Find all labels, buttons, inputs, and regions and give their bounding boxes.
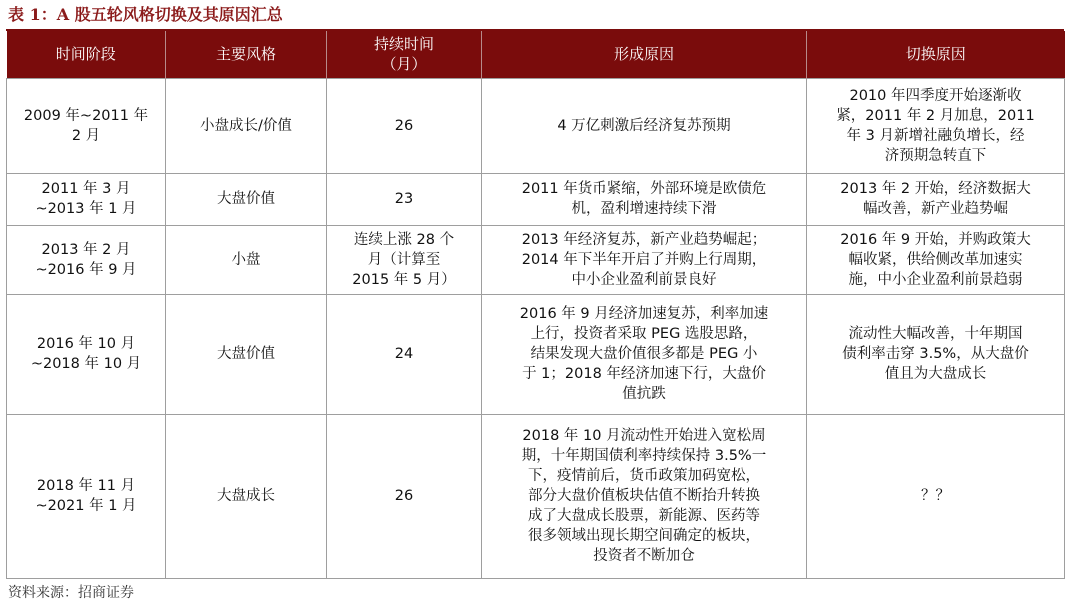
- cell-formation: 2016 年 9 月经济加速复苏，利率加速 上行，投资者采取 PEG 选股思路， 结果发现大盘价值很多都是 PEG 小 于 1；2018 年经济加速下行，大盘价 值抗跌: [482, 294, 807, 414]
- cell-switch: 2016 年 9 开始，并购政策大 幅收紧，供给侧改革加速实 施，中小企业盈利前景趋弱: [807, 225, 1065, 294]
- header-duration: 持续时间 （月）: [327, 31, 482, 78]
- cell-duration: 24: [327, 294, 482, 414]
- header-formation: 形成原因: [482, 31, 807, 78]
- cell-duration: 连续上涨 28 个 月（计算至 2015 年 5 月）: [327, 225, 482, 294]
- cell-switch: 流动性大幅改善，十年期国 债利率击穿 3.5%，从大盘价 值且为大盘成长: [807, 294, 1065, 414]
- cell-switch: 2013 年 2 开始，经济数据大 幅改善，新产业趋势崛: [807, 173, 1065, 225]
- table-row: [7, 173, 1065, 225]
- cell-formation: 2013 年经济复苏，新产业趋势崛起； 2014 年下半年开启了并购上行周期， 中小企业盈利前景良好: [482, 225, 807, 294]
- source-note: 资料来源：招商证券: [8, 585, 134, 601]
- cell-style: 大盘价值: [166, 294, 327, 414]
- cell-style: 大盘成长: [166, 414, 327, 578]
- table-row: [7, 78, 1065, 173]
- cell-style: 大盘价值: [166, 173, 327, 225]
- cell-duration: 26: [327, 414, 482, 578]
- cell-period: 2018 年 11 月 ~2021 年 1 月: [7, 414, 166, 578]
- cell-style: 小盘: [166, 225, 327, 294]
- cell-formation: 4 万亿刺激后经济复苏预期: [482, 78, 807, 173]
- cell-period: 2009 年~2011 年 2 月: [7, 78, 166, 173]
- table-row: [7, 294, 1065, 414]
- table-title: 表 1：A 股五轮风格切换及其原因汇总: [8, 5, 283, 24]
- header-style: 主要风格: [166, 31, 327, 78]
- cell-formation: 2018 年 10 月流动性开始进入宽松周 期，十年期国债利率持续保持 3.5%一 下，疫情前后，货币政策加码宽松， 部分大盘价值板块估值不断抬升转换 成了大盘成长股票，新能源、医药等 很多领域出现长期空间确定的板块， 投资者不断加仓: [482, 414, 807, 578]
- cell-formation: 2011 年货币紧缩，外部环境是欧债危 机，盈利增速持续下滑: [482, 173, 807, 225]
- style-rotation-table: [6, 31, 1065, 579]
- cell-period: 2013 年 2 月 ~2016 年 9 月: [7, 225, 166, 294]
- table-row: [7, 414, 1065, 578]
- cell-period: 2011 年 3 月 ~2013 年 1 月: [7, 173, 166, 225]
- cell-period: 2016 年 10 月 ~2018 年 10 月: [7, 294, 166, 414]
- header-period: 时间阶段: [7, 31, 166, 78]
- header-row: [7, 31, 1065, 78]
- cell-switch: 2010 年四季度开始逐渐收 紧，2011 年 2 月加息，2011 年 3 月新增社融负增长，经 济预期急转直下: [807, 78, 1065, 173]
- cell-duration: 26: [327, 78, 482, 173]
- header-switch: 切换原因: [807, 31, 1065, 78]
- cell-switch: ？？: [807, 414, 1065, 578]
- table-row: [7, 225, 1065, 294]
- cell-duration: 23: [327, 173, 482, 225]
- cell-style: 小盘成长/价值: [166, 78, 327, 173]
